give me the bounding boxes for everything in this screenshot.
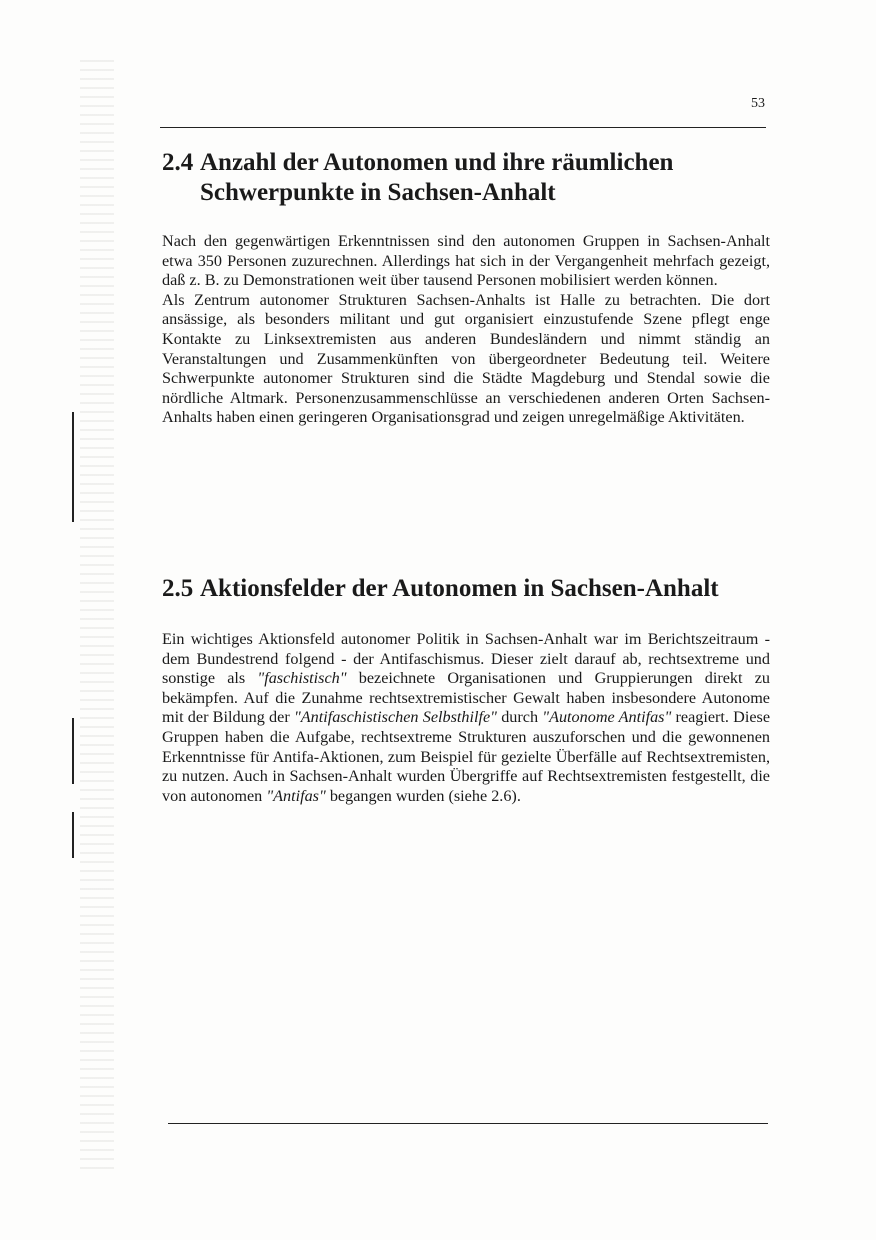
footer-rule xyxy=(168,1123,768,1124)
italic-term: "Autonome Antifas" xyxy=(542,708,672,727)
text-run: Ein wichtiges Aktionsfeld autonomer Politik in Sachsen-Anhalt war im Berichtszeitraum - dem Bundestrend folgend - der Antifaschismus. Dieser zielt darauf ab, rechtsextreme und sonstige als xyxy=(162,630,770,688)
section-2-5-body xyxy=(162,630,770,806)
section-2-4-body xyxy=(162,232,770,428)
margin-change-bar xyxy=(72,812,74,858)
section-heading-2-4 xyxy=(162,148,673,178)
margin-change-bar xyxy=(72,412,74,522)
scan-binding-edge xyxy=(80,60,114,1170)
section-title: Anzahl der Autonomen und ihre räumlichen xyxy=(200,149,674,176)
text-run: begangen wurden (siehe 2.6). xyxy=(325,786,521,805)
paragraph: Als Zentrum autonomer Strukturen Sachsen-Anhalts ist Halle zu betrachten. Die dort ansässige, als besonders militant und gut organisiert einzustufende Szene pflegt enge Kontakte zu Linksextremisten aus anderen Bundesländern und nimmt ständig an Veranstaltungen und Zusammenkünften von übergeordneter Bedeutung teil. Weitere Schwerpunkte autonomer Strukturen sind die Städte Magdeburg und Stendal sowie die nördliche Altmark. Personenzusammenschlüsse an verschiedenen anderen Orten Sachsen-Anhalts haben einen geringeren Organisationsgrad und zeigen unregelmäßige Aktivitäten. xyxy=(162,290,770,427)
section-title-continuation: Schwerpunkte in Sachsen-Anhalt xyxy=(200,179,556,206)
section-number: 2.4 xyxy=(162,149,194,176)
page-number: 53 xyxy=(751,96,765,111)
header-rule xyxy=(160,127,766,128)
text-run: bezeichnete Organisationen und Gruppierungen direkt zu bekämpfen. Auf die Zunahme rechtsextremistischer Gewalt haben insbesondere Autonome mit der Bildung der xyxy=(162,669,770,727)
italic-term: "Antifas" xyxy=(266,786,326,805)
text-run: durch xyxy=(496,708,543,727)
italic-term: "faschistisch" xyxy=(257,669,347,688)
margin-change-bar xyxy=(72,718,74,784)
italic-term: "Antifaschistischen Selbsthilfe" xyxy=(293,708,497,727)
paragraph xyxy=(162,630,770,806)
text-run: reagiert. Diese Gruppen haben die Aufgabe, rechtsextreme Strukturen auszuforschen und die gewonnenen Erkenntnisse für Antifa-Aktionen, zum Beispiel für gezielte Überfälle auf Rechtsextremisten, zu nutzen. Auch in Sachsen-Anhalt wurden Übergriffe auf Rechtsextremisten festgestellt, die von autonomen xyxy=(162,708,771,805)
section-title: Aktionsfelder der Autonomen in Sachsen-Anhalt xyxy=(200,575,719,602)
paragraph: Nach den gegenwärtigen Erkenntnissen sind den autonomen Gruppen in Sachsen-Anhalt etwa 350 Personen zuzurechnen. Allerdings hat sich in der Vergangenheit mehrfach gezeigt, daß z. B. zu Demonstrationen weit über tausend Personen mobilisiert werden können. xyxy=(162,232,770,290)
section-number: 2.5 xyxy=(162,575,194,602)
section-heading-2-5 xyxy=(162,574,719,604)
